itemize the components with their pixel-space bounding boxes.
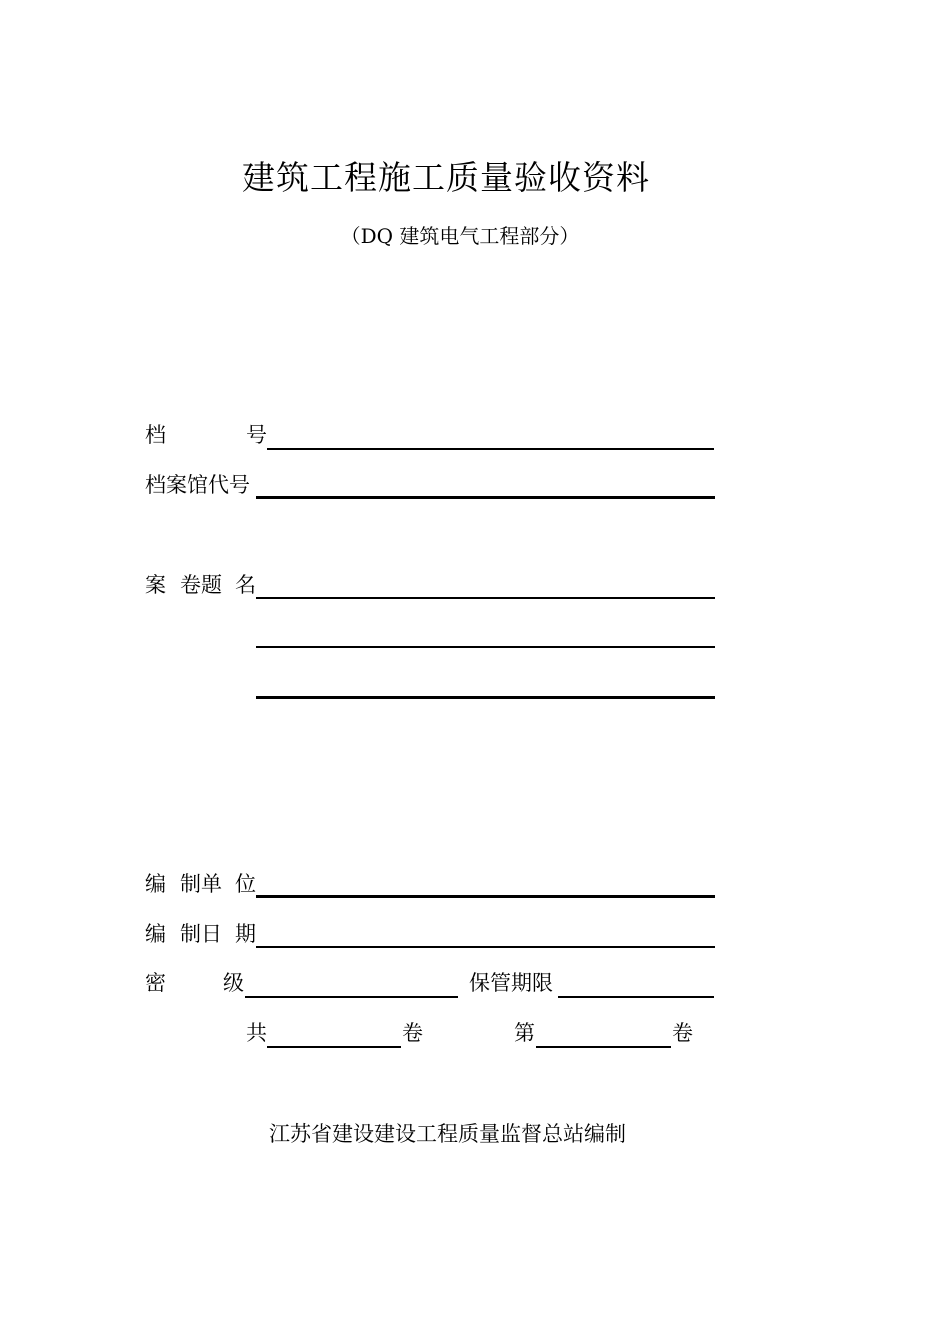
compile-date-label-3: 期 bbox=[235, 922, 256, 946]
compile-unit-label-1: 编 bbox=[145, 872, 166, 896]
compile-unit-label-2: 制单 bbox=[180, 872, 222, 896]
volume-label-b: 卷 bbox=[672, 1021, 693, 1045]
case-title-label-1: 案 bbox=[145, 573, 166, 597]
nth-volume-label: 第 bbox=[514, 1021, 535, 1045]
archive-code-label: 档案馆代号 bbox=[145, 473, 250, 497]
secret-level-label-2: 级 bbox=[223, 971, 244, 995]
file-no-label-char1: 档 bbox=[145, 423, 166, 447]
total-volumes-line[interactable] bbox=[267, 1046, 401, 1048]
compile-unit-label-3: 位 bbox=[235, 872, 256, 896]
file-no-label-char2: 号 bbox=[246, 423, 267, 447]
case-title-line-1[interactable] bbox=[256, 597, 715, 599]
retention-label: 保管期限 bbox=[469, 971, 553, 995]
total-volumes-label: 共 bbox=[246, 1021, 267, 1045]
document-title: 建筑工程施工质量验收资料 bbox=[242, 158, 650, 197]
compile-date-line[interactable] bbox=[256, 946, 715, 948]
compile-date-label-2: 制日 bbox=[180, 922, 222, 946]
retention-line[interactable] bbox=[558, 996, 714, 998]
file-no-line[interactable] bbox=[267, 448, 714, 450]
volume-label-a: 卷 bbox=[402, 1021, 423, 1045]
case-title-line-2[interactable] bbox=[256, 646, 715, 648]
secret-level-line[interactable] bbox=[245, 996, 458, 998]
document-subtitle: （DQ 建筑电气工程部分） bbox=[340, 224, 580, 248]
compile-date-label-1: 编 bbox=[145, 922, 166, 946]
compile-unit-line[interactable] bbox=[256, 895, 715, 898]
secret-level-label-1: 密 bbox=[145, 971, 166, 995]
case-title-label-3: 名 bbox=[235, 573, 256, 597]
case-title-label-2: 卷题 bbox=[180, 573, 222, 597]
issuer-footer: 江苏省建设建设工程质量监督总站编制 bbox=[269, 1122, 626, 1146]
case-title-line-3[interactable] bbox=[256, 696, 715, 699]
nth-volume-line[interactable] bbox=[536, 1046, 671, 1048]
archive-code-line[interactable] bbox=[256, 496, 715, 499]
